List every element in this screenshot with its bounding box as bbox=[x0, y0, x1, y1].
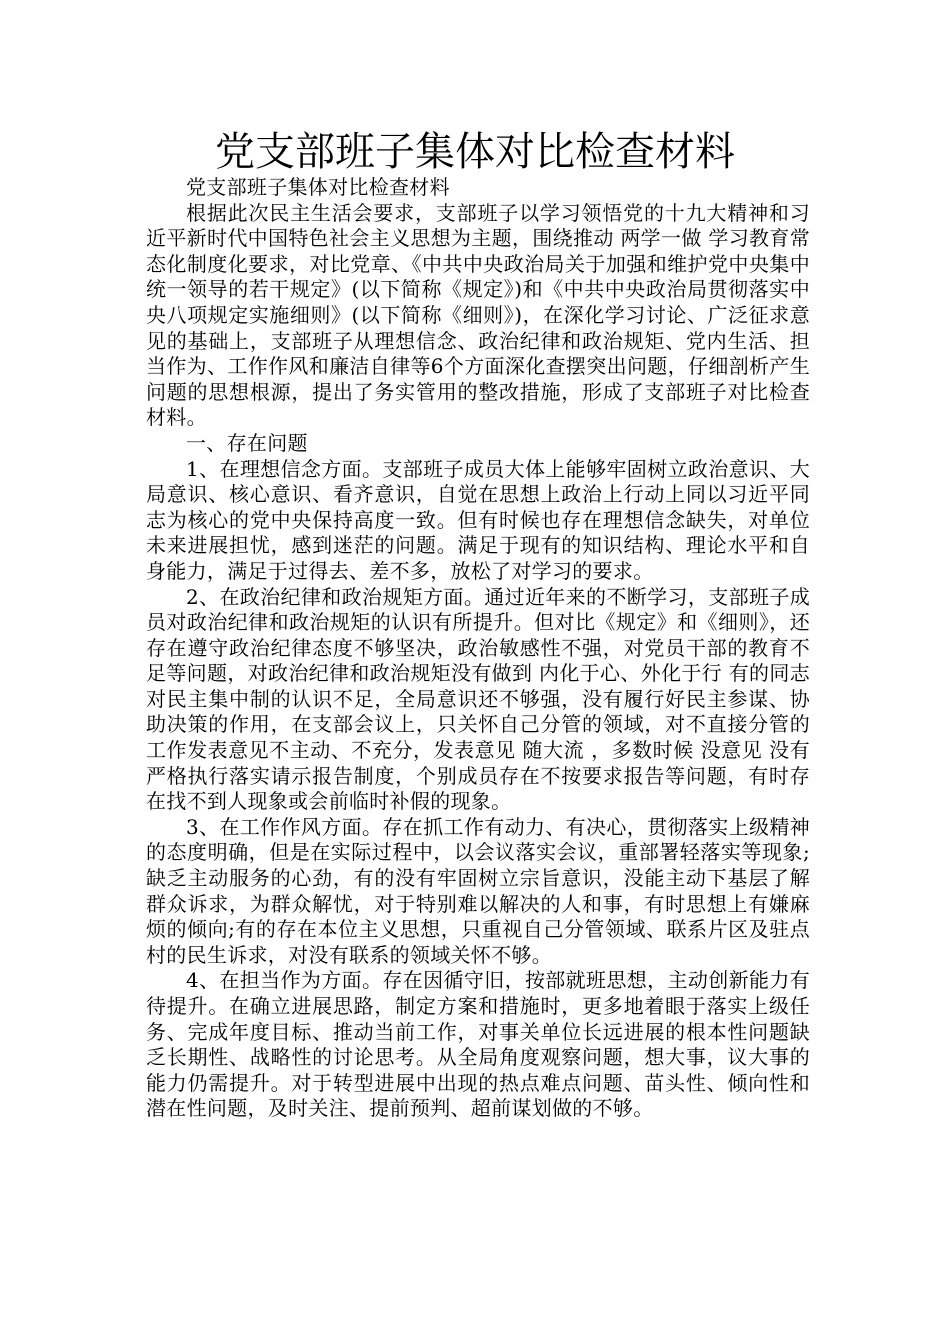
issue-paragraph-3: 3、在工作作风方面。存在抓工作有动力、有决心，贯彻落实上级精神的态度明确，但是在实际过程中，以会议落实会议，重部署轻落实等现象;缺乏主动服务的心劲，有的没有牢固树立宗旨意识，没能主动下基层了解群众诉求，为群众解忧，对于特别难以解决的人和事，有时思想上有嫌麻烦的倾向;有的存在本位主义思想，只重视自己分管领域、联系片区及驻点村的民生诉求，对没有联系的领域关怀不够。 bbox=[146, 814, 810, 967]
document-title: 党支部班子集体对比检查材料 bbox=[215, 129, 735, 175]
document-body bbox=[146, 175, 810, 1122]
issue-paragraph-4: 4、在担当作为方面。存在因循守旧，按部就班思想，主动创新能力有待提升。在确立进展思路，制定方案和措施时，更多地着眼于落实上级任务、完成年度目标、推动当前工作，对事关单位长远进展的根本性问题缺乏长期性、战略性的讨论思考。从全局角度观察问题，想大事，议大事的能力仍需提升。对于转型进展中出现的热点难点问题、苗头性、倾向性和潜在性问题，及时关注、提前预判、超前谋划做的不够。 bbox=[146, 968, 810, 1121]
issue-paragraph-2: 2、在政治纪律和政治规矩方面。通过近年来的不断学习，支部班子成员对政治纪律和政治规矩的认识有所提升。但对比《规定》和《细则》，还存在遵守政治纪律态度不够坚决，政治敏感性不强，对党员干部的教育不足等问题，对政治纪律和政治规矩没有做到 内化于心、外化于行 有的同志对民主集中制的认识不足，全局意识还不够强，没有履行好民主参谋、协助决策的作用，在支部会议上，只关怀自己分管的领域，对不直接分管的工作发表意见不主动、不充分，发表意见 随大流 ，多数时候 没意见 没有严格执行落实请示报告制度，个别成员存在不按要求报告等问题，有时存在找不到人现象或会前临时补假的现象。 bbox=[146, 584, 810, 814]
issue-paragraph-1: 1、在理想信念方面。支部班子成员大体上能够牢固树立政治意识、大局意识、核心意识、看齐意识，自觉在思想上政治上行动上同以习近平同志为核心的党中央保持高度一致。但有时候也存在理想信念缺失，对单位未来进展担忧，感到迷茫的问题。满足于现有的知识结构、理论水平和自身能力，满足于过得去、差不多，放松了对学习的要求。 bbox=[146, 456, 810, 583]
section-heading: 一、存在问题 bbox=[186, 430, 308, 455]
subtitle-paragraph: 党支部班子集体对比检查材料 bbox=[186, 175, 450, 199]
intro-paragraph: 根据此次民主生活会要求，支部班子以学习领悟党的十九大精神和习近平新时代中国特色社会主义思想为主题，围绕推动 两学一做 学习教育常态化制度化要求，对比党章、《中共中央政治局关于加强和维护党中央集中统一领导的若干规定》(以下简称《规定》)和《中共中央政治局贯彻落实中央八项规定实施细则》(以下简称《细则》)，在深化学习讨论、广泛征求意见的基础上，支部班子从理想信念、政治纪律和政治规矩、党内生活、担当作为、工作作风和廉洁自律等6个方面深化查摆突出问题，仔细剖析产生问题的思想根源，提出了务实管用的整改措施，形成了支部班子对比检查材料。 bbox=[146, 200, 810, 430]
